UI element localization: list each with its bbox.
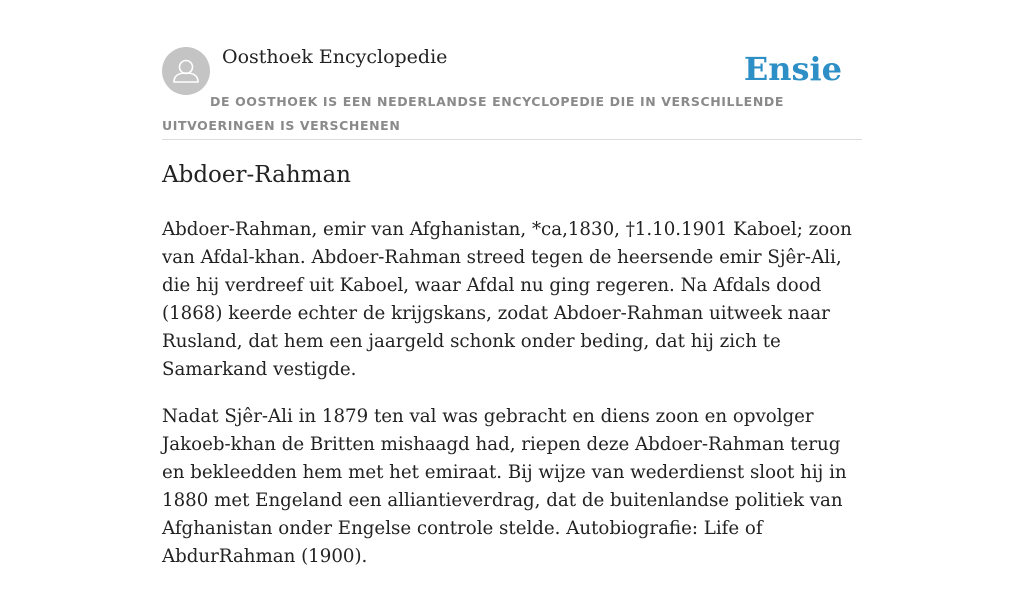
- brand-logo[interactable]: Ensie: [743, 50, 842, 88]
- site-name[interactable]: Oosthoek Encyclopedie: [222, 46, 448, 68]
- article-body: [162, 216, 862, 590]
- user-icon[interactable]: [162, 47, 210, 95]
- page: [162, 0, 862, 567]
- article-title: Abdoer-Rahman: [162, 162, 351, 188]
- article-paragraph: Abdoer-Rahman, emir van Afghanistan, *ca,1830, †1.10.1901 Kaboel; zoon van Afdal-khan. Abdoer-Rahman streed tegen de heersende emir Sjêr-Ali, die hij verdreef uit Kaboel, waar Afdal nu ging regeren. Na Afdals dood (1868) keerde echter de krijgskans, zodat Abdoer-Rahman uitweek naar Rusland, dat hem een jaargeld schonk onder beding, dat hij zich te Samarkand vestigde.: [162, 219, 852, 380]
- site-tagline: DE OOSTHOEK IS EEN NEDERLANDSE ENCYCLOPEDIE DIE IN VERSCHILLENDE UITVOERINGEN IS VERSCHENEN: [162, 94, 784, 133]
- article-paragraph: Nadat Sjêr-Ali in 1879 ten val was gebracht en diens zoon en opvolger Jakoeb-khan de Britten mishaagd had, riepen deze Abdoer-Rahman terug en bekleedden hem met het emiraat. Bij wijze van wederdienst sloot hij in 1880 met Engeland een alliantieverdrag, dat de buitenlandse politiek van Afghanistan onder Engelse controle stelde. Autobiografie: Life of AbdurRahman (1900).: [162, 406, 847, 567]
- site-header: [162, 0, 862, 140]
